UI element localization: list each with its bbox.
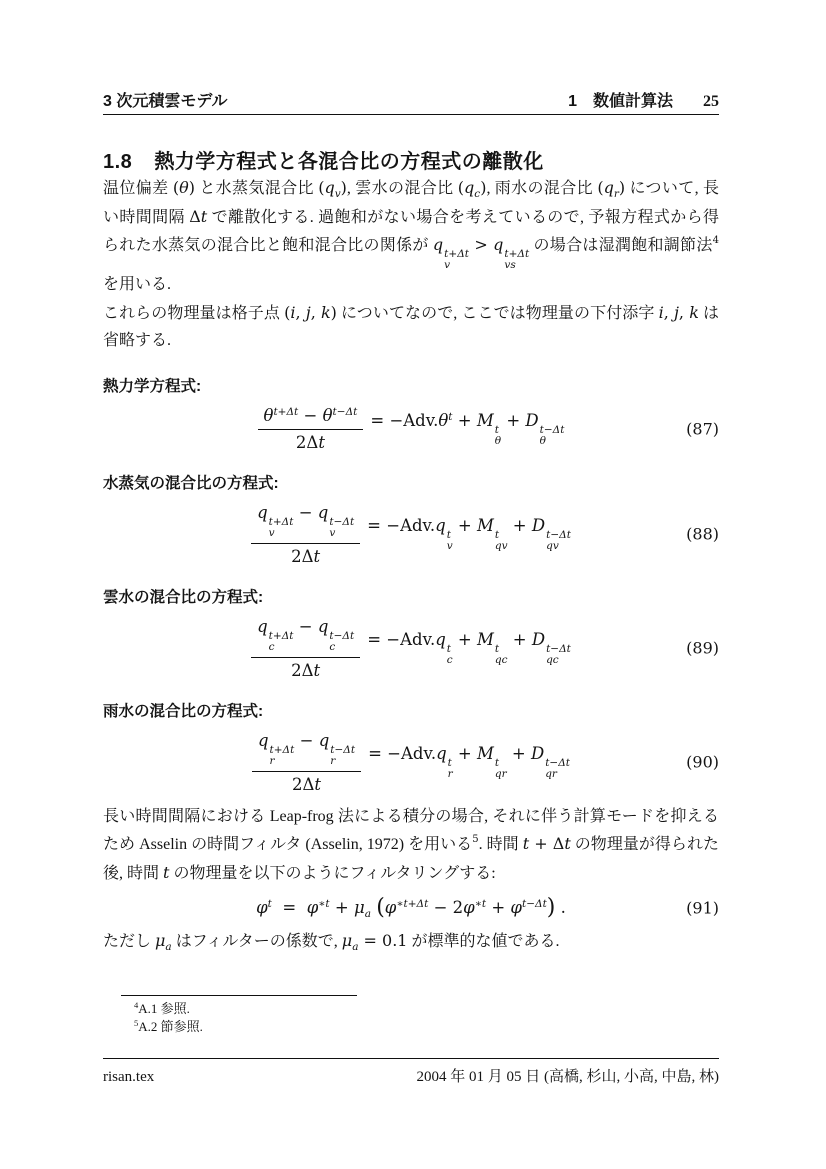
footnote-4 (134, 1000, 701, 1018)
document-page (103, 0, 719, 1169)
equation-number: (87) (686, 419, 719, 438)
page-header (103, 88, 719, 111)
header-section-title: 数値計算法 (592, 93, 673, 110)
equation-89: q t+Δt c − q t−Δt c 2Δt = −Adv.q t c + M t qc + D t−Δt qc (89) (103, 617, 719, 680)
equation-number: (88) (686, 524, 719, 544)
section-number: 1.8 (103, 151, 133, 173)
footnote-4-text: A.1 参照. (138, 1001, 190, 1016)
footnote-4-marker: 4 (134, 1000, 139, 1010)
equation-number: (91) (686, 898, 719, 917)
paragraph-gridpoints: これらの物理量は格子点 (i, j, k) についてなので, ここでは物理量の下付添字 i, j, k は省略する. (103, 302, 719, 349)
equation-label-thermodynamic: 熱力学方程式: (103, 377, 202, 395)
page-number: 25 (703, 93, 719, 110)
equation-number: (90) (686, 752, 719, 772)
footnote-5-marker: 5 (134, 1017, 139, 1028)
paragraph-intro: 温位偏差 (θ) と水蒸気混合比 $(q_v)$, 雲水の混合比 $(q_c)$, 雨水の混合比 $(q_r)$ について, 長い時間間隔 Δt で離散化する. 過飽和がない場合を考えているので, 予報方程式から得られた水蒸気の混合比と飽和混合比の関係が q t+Δt v > q t+Δt vs の場合は湿潤飽和調節法$^4$を用いる. (103, 178, 719, 293)
footer-rule (103, 1058, 719, 1059)
equation-87: $\frac{\theta^{t+\Delta t} - \theta^{t-\Delta t}}{2\Delta t}$ = $-Adv.\theta^t + M$ t θ + D t−Δt θ (87) (103, 406, 719, 452)
header-right (568, 88, 719, 111)
footer-filename: risan.tex (103, 1069, 155, 1085)
header-section-number: 1 (568, 93, 577, 110)
paragraph-asselin-filter: 長い時間間隔における Leap-frog 法による積分の場合, それに伴う計算モードを抑えるため Asselin の時間フィルタ (Asselin, 1972) を用いる$^5$. 時間 t + Δt の物理量が得られた後, 時間 t の物理量を以下のようにフィルタリングする: (103, 807, 719, 882)
equation-label-cloudwater-mixing-ratio: 雲水の混合比の方程式: (103, 588, 264, 606)
equation-90: q t+Δt r − q t−Δt r 2Δt = −Adv.q t r + M t qr + D t−Δt qr (90) (103, 731, 719, 794)
header-rule (103, 114, 719, 115)
header-left-title: 3 次元積雲モデル (103, 93, 228, 110)
footnote-5 (134, 1018, 701, 1036)
page-footer (103, 1058, 719, 1086)
section-title: 熱力学方程式と各混合比の方程式の離散化 (154, 151, 544, 173)
equation-number: (89) (686, 638, 719, 658)
equation-label-vapor-mixing-ratio: 水蒸気の混合比の方程式: (103, 474, 279, 492)
footnote-marker: 5 (472, 834, 479, 845)
section-heading (103, 145, 719, 174)
equation-91: $\varphi^t$ = $\varphi^{∗t}$ + $\mu_a$ ( $\varphi^{∗t+\Delta t}$ − 2 $\varphi^{∗t}$ + $\varphi^{t-\Delta t}$ ) . (91) (256, 895, 719, 920)
equation-88: q t+Δt v − q t−Δt v 2Δt = −Adv.q t v + M t qv + D t−Δt qv (88) (103, 503, 719, 566)
footnote-marker: 4 (712, 235, 719, 246)
footnote-5-text: A.2 節参照. (138, 1018, 203, 1034)
footnotes (121, 995, 701, 1035)
footer-date-authors: 2004 年 01 月 05 日 (高橋, 杉山, 小高, 中島, 林) (416, 1069, 719, 1085)
equation-label-rainwater-mixing-ratio: 雨水の混合比の方程式: (103, 702, 264, 720)
paragraph-filter-coefficient: ただし $\mu_a$ はフィルターの係数で, $\mu_a = 0.1$ が標準的な値である. (103, 931, 560, 953)
footnote-rule (121, 995, 357, 996)
